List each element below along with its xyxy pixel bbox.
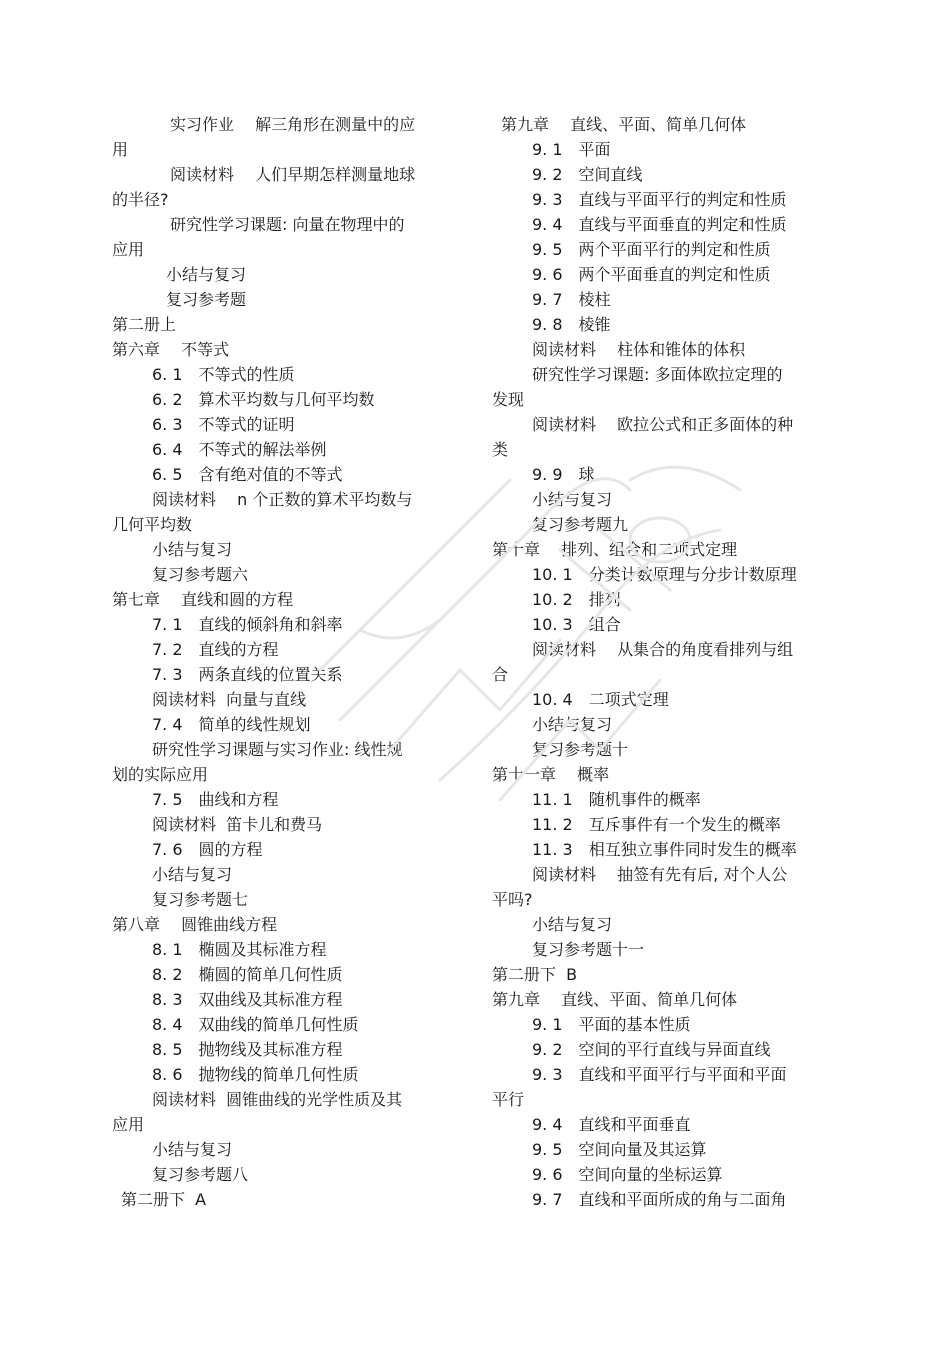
toc-right-column	[492, 112, 830, 1212]
toc-line: 7. 1 直线的倾斜角和斜率	[152, 615, 343, 634]
toc-line: 第六章 不等式	[112, 340, 230, 359]
toc-line: 8. 1 椭圆及其标准方程	[152, 940, 327, 959]
toc-line: 平吗?	[492, 890, 533, 909]
toc-line: 的半径?	[112, 190, 169, 209]
toc-line: 实习作业 解三角形在测量中的应	[170, 115, 416, 134]
toc-line: 9. 2 空间的平行直线与异面直线	[532, 1040, 771, 1059]
toc-line: 应用	[112, 240, 145, 259]
toc-line: 划的实际应用	[112, 765, 209, 784]
toc-line: 11. 2 互斥事件有一个发生的概率	[532, 815, 781, 834]
toc-line: 6. 2 算术平均数与几何平均数	[152, 390, 375, 409]
toc-line: 平行	[492, 1090, 525, 1109]
toc-line: 小结与复习	[152, 540, 233, 559]
toc-line: 9. 7 棱柱	[532, 290, 611, 309]
toc-line: 第九章 直线、平面、简单几何体	[492, 990, 738, 1009]
toc-line: 7. 4 简单的线性规划	[152, 715, 311, 734]
toc-line: 阅读材料 抽签有先有后, 对个人公	[532, 865, 788, 884]
toc-line: 6. 1 不等式的性质	[152, 365, 295, 384]
toc-line: 9. 7 直线和平面所成的角与二面角	[532, 1190, 787, 1209]
toc-line: 6. 4 不等式的解法举例	[152, 440, 327, 459]
toc-line: 第十章 排列、组合和二项式定理	[492, 540, 738, 559]
toc-line: 8. 4 双曲线的简单几何性质	[152, 1015, 359, 1034]
toc-line: 11. 1 随机事件的概率	[532, 790, 701, 809]
toc-line: 第九章 直线、平面、简单几何体	[501, 115, 747, 134]
toc-line: 发现	[492, 390, 525, 409]
toc-line: 小结与复习	[152, 1140, 233, 1159]
toc-line: 9. 3 直线与平面平行的判定和性质	[532, 190, 787, 209]
toc-line: 7. 2 直线的方程	[152, 640, 279, 659]
toc-line: 复习参考题七	[152, 890, 249, 909]
toc-line: 复习参考题九	[532, 515, 629, 534]
toc-line: 9. 8 棱锥	[532, 315, 611, 334]
toc-line: 6. 3 不等式的证明	[152, 415, 295, 434]
toc-line: 合	[492, 665, 509, 684]
toc-line: 11. 3 相互独立事件同时发生的概率	[532, 840, 797, 859]
toc-line: 9. 6 两个平面垂直的判定和性质	[532, 265, 771, 284]
toc-line: 9. 4 直线与平面垂直的判定和性质	[532, 215, 787, 234]
toc-line: 阅读材料 柱体和锥体的体积	[532, 340, 746, 359]
toc-line: 第二册下 A	[121, 1190, 207, 1209]
toc-line: 9. 6 空间向量的坐标运算	[532, 1165, 723, 1184]
toc-line: 10. 1 分类计数原理与分步计数原理	[532, 565, 797, 584]
toc-line: 10. 4 二项式定理	[532, 690, 669, 709]
toc-line: 9. 2 空间直线	[532, 165, 643, 184]
toc-line: 小结与复习	[532, 715, 613, 734]
toc-line: 第八章 圆锥曲线方程	[112, 915, 278, 934]
toc-line: 9. 1 平面的基本性质	[532, 1015, 691, 1034]
toc-line: 几何平均数	[112, 515, 193, 534]
toc-line: 9. 5 两个平面平行的判定和性质	[532, 240, 771, 259]
toc-line: 用	[112, 140, 129, 159]
toc-line: 第二册上	[112, 315, 177, 334]
toc-line: 小结与复习	[532, 490, 613, 509]
toc-line: 复习参考题十一	[532, 940, 645, 959]
toc-line: 阅读材料 人们早期怎样测量地球	[170, 165, 416, 184]
toc-line: 9. 9 球	[532, 465, 595, 484]
toc-line: 第十一章 概率	[492, 765, 610, 784]
toc-line: 9. 3 直线和平面平行与平面和平面	[532, 1065, 787, 1084]
toc-line: 8. 6 抛物线的简单几何性质	[152, 1065, 359, 1084]
toc-line: 第七章 直线和圆的方程	[112, 590, 294, 609]
toc-line: 阅读材料 欧拉公式和正多面体的种	[532, 415, 794, 434]
toc-line: 6. 5 含有绝对值的不等式	[152, 465, 343, 484]
toc-line: 复习参考题六	[152, 565, 249, 584]
toc-line: 7. 6 圆的方程	[152, 840, 263, 859]
toc-line: 10. 3 组合	[532, 615, 621, 634]
toc-line: 8. 3 双曲线及其标准方程	[152, 990, 343, 1009]
toc-line: 阅读材料 n 个正数的算术平均数与	[152, 490, 413, 509]
toc-line: 9. 4 直线和平面垂直	[532, 1115, 691, 1134]
toc-line: 9. 5 空间向量及其运算	[532, 1140, 707, 1159]
toc-line: 阅读材料 从集合的角度看排列与组	[532, 640, 794, 659]
toc-line: 小结与复习	[152, 865, 233, 884]
toc-line: 复习参考题八	[152, 1165, 249, 1184]
toc-line: 阅读材料 向量与直线	[152, 690, 307, 709]
toc-line: 阅读材料 圆锥曲线的光学性质及其	[152, 1090, 403, 1109]
toc-line: 7. 5 曲线和方程	[152, 790, 279, 809]
toc-line: 研究性学习课题: 多面体欧拉定理的	[532, 365, 783, 384]
toc-line: 复习参考题十	[532, 740, 629, 759]
toc-line: 应用	[112, 1115, 145, 1134]
toc-line: 第二册下 B	[492, 965, 578, 984]
toc-line: 类	[492, 440, 509, 459]
toc-line: 9. 1 平面	[532, 140, 611, 159]
toc-line: 8. 5 抛物线及其标准方程	[152, 1040, 343, 1059]
toc-line: 10. 2 排列	[532, 590, 621, 609]
toc-line: 7. 3 两条直线的位置关系	[152, 665, 343, 684]
toc-line: 小结与复习	[166, 265, 247, 284]
toc-line: 小结与复习	[532, 915, 613, 934]
toc-line: 研究性学习课题: 向量在物理中的	[170, 215, 405, 234]
toc-line: 8. 2 椭圆的简单几何性质	[152, 965, 343, 984]
toc-line: 阅读材料 笛卡儿和费马	[152, 815, 323, 834]
toc-left-column	[112, 112, 450, 1212]
toc-line: 复习参考题	[166, 290, 247, 309]
toc-line: 研究性学习课题与实习作业: 线性规	[152, 740, 403, 759]
